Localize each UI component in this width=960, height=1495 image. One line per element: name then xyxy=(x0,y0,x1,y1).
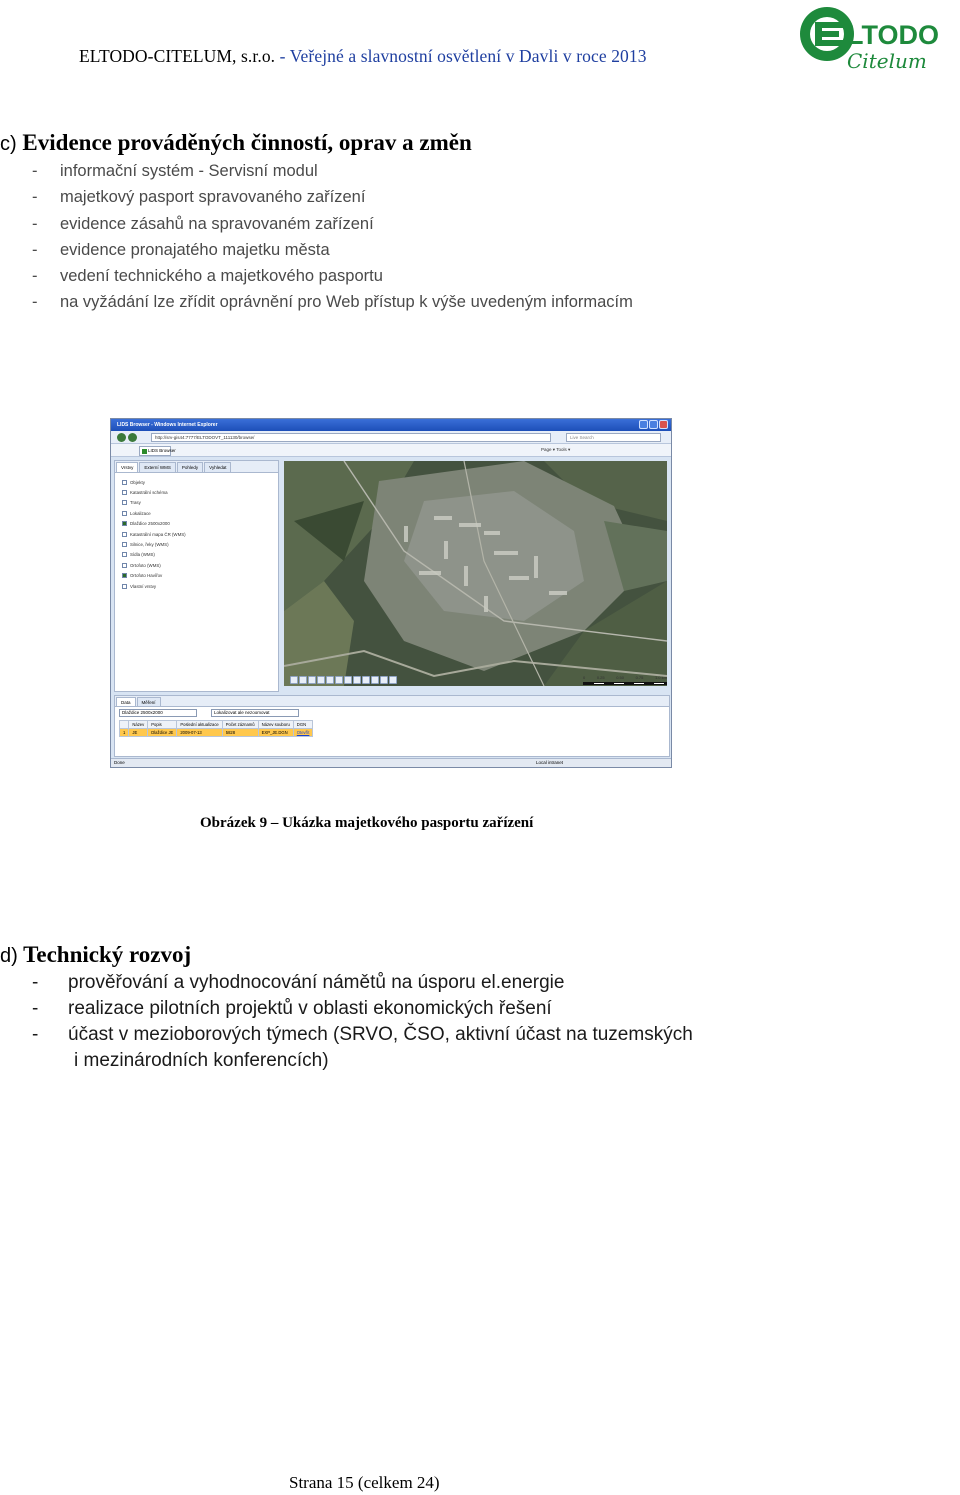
logo-wordmark: LTODO xyxy=(847,20,939,50)
layers-panel-tabs xyxy=(115,461,278,473)
localize-select[interactable]: Lokalizovat ale nezoomovat xyxy=(211,709,299,717)
layer-item[interactable] xyxy=(122,508,278,518)
layer-item[interactable] xyxy=(122,529,278,539)
layer-select[interactable]: Dlaždice 2500x2000 xyxy=(119,709,197,717)
layer-label: Lokalizace xyxy=(130,510,151,516)
layer-checkbox[interactable] xyxy=(122,584,127,589)
orthophoto-map[interactable] xyxy=(284,461,667,686)
layer-item[interactable] xyxy=(122,581,278,591)
eltodo-citelum-logo xyxy=(797,4,947,72)
tab-mereni[interactable]: Měření xyxy=(137,697,161,706)
header-company: ELTODO-CITELUM, s.r.o. xyxy=(79,46,276,66)
layer-item[interactable] xyxy=(122,487,278,497)
layer-checkbox[interactable] xyxy=(122,552,127,557)
back-icon[interactable] xyxy=(117,433,126,442)
window-title: LIDS Browser - Windows Internet Explorer xyxy=(117,422,218,428)
data-table xyxy=(119,720,313,737)
measure-icon[interactable] xyxy=(344,676,352,684)
layer-item[interactable] xyxy=(122,571,278,581)
section-c-heading xyxy=(0,130,472,156)
zoom-in-icon[interactable] xyxy=(308,676,316,684)
layer-checkbox[interactable] xyxy=(122,511,127,516)
list-item: - realizace pilotních projektů v oblasti ekonomických řešení xyxy=(32,998,552,1019)
layer-item[interactable] xyxy=(122,477,278,487)
tab-vrstvy[interactable]: Vrstvy xyxy=(116,462,138,472)
status-text: Done xyxy=(114,760,125,765)
tab-pohledy[interactable]: Pohledy xyxy=(177,462,203,472)
layer-item[interactable] xyxy=(122,519,278,529)
layer-checkbox[interactable] xyxy=(122,480,127,485)
edit-icon[interactable] xyxy=(380,676,388,684)
tab-vyhledat[interactable]: Vyhledat xyxy=(204,462,231,472)
url-input[interactable]: http://srv-gis44:7777/ELTODOVT_111130/browse/ xyxy=(151,433,551,442)
header-separator: - xyxy=(279,46,286,66)
forward-icon[interactable] xyxy=(128,433,137,442)
layers-panel xyxy=(114,460,279,692)
layer-item[interactable] xyxy=(122,560,278,570)
section-c-letter: c) xyxy=(0,133,17,155)
maximize-icon[interactable] xyxy=(649,420,658,429)
layer-item[interactable] xyxy=(122,498,278,508)
print-icon[interactable] xyxy=(362,676,370,684)
data-panel-tabs xyxy=(115,696,669,707)
browser-toolbar[interactable]: Page ▾ Tools ▾ xyxy=(541,447,571,452)
window-controls xyxy=(639,420,668,429)
browser-tabbar xyxy=(111,444,671,457)
layer-label: Trasy xyxy=(130,500,141,506)
layer-checkbox[interactable] xyxy=(122,573,127,578)
layer-checkbox[interactable] xyxy=(122,490,127,495)
browser-screenshot xyxy=(110,418,672,768)
map-toolbar xyxy=(284,675,424,687)
data-panel xyxy=(114,695,670,757)
section-d-list xyxy=(32,970,693,1074)
status-bar xyxy=(111,758,671,767)
refresh-icon[interactable] xyxy=(326,676,334,684)
list-item: - majetkový pasport spravovaného zařízení xyxy=(32,188,366,207)
header-subject: Veřejné a slavnostní osvětlení v Davli v roce 2013 xyxy=(289,46,647,66)
section-c-title: Evidence prováděných činností, oprav a změn xyxy=(22,130,472,155)
minimize-icon[interactable] xyxy=(639,420,648,429)
page-header xyxy=(79,46,647,67)
layer-checkbox[interactable] xyxy=(122,521,127,526)
open-link[interactable]: Otevřít xyxy=(293,729,313,737)
layer-label: Ortofoto (WMS) xyxy=(130,562,161,568)
section-d-letter: d) xyxy=(0,945,18,967)
table-header-row: Název Popis Poslední aktualizace Počet záznamů Název souboru DGN xyxy=(120,721,313,729)
tab-data[interactable]: Data xyxy=(116,697,136,706)
select-icon[interactable] xyxy=(335,676,343,684)
search-input[interactable]: Live Search xyxy=(566,433,661,442)
list-item: - prověřování a vyhodnocování námětů na úsporu el.energie xyxy=(32,972,565,993)
layer-label: Katastrální mapa ČR (WMS) xyxy=(130,531,186,537)
layer-item[interactable] xyxy=(122,539,278,549)
logo-subwordmark: Citelum xyxy=(847,49,927,72)
layer-label: Dlaždice 2500x2000 xyxy=(130,521,170,527)
list-item: - na vyžádání lze zřídit oprávnění pro Web přístup k výše uvedeným informacím xyxy=(32,293,633,312)
zone-text: Local intranet xyxy=(536,760,564,765)
address-bar xyxy=(111,431,671,444)
section-d-title: Technický rozvoj xyxy=(23,942,192,967)
layer-label: Silnice, řeky (WMS) xyxy=(130,542,169,548)
layer-list xyxy=(115,473,278,591)
close-icon[interactable] xyxy=(659,420,668,429)
pan-left-icon[interactable] xyxy=(290,676,298,684)
layer-checkbox[interactable] xyxy=(122,532,127,537)
list-item: - evidence pronajatého majetku města xyxy=(32,240,330,259)
browser-tab[interactable]: LIDS Browser xyxy=(139,446,171,456)
layer-label: Objekty xyxy=(130,479,145,485)
layer-label: Ortofoto Havířov xyxy=(130,573,163,579)
info-icon[interactable] xyxy=(353,676,361,684)
layer-label: Sídla (WMS) xyxy=(130,552,155,558)
list-item: - informační systém - Servisní modul xyxy=(32,162,318,180)
list-item: - vedení technického a majetkového pasportu xyxy=(32,267,383,286)
figure-caption: Obrázek 9 – Ukázka majetkového pasportu zařízení xyxy=(200,815,534,831)
layer-label: Vlastní vrstvy xyxy=(130,583,157,589)
layer-checkbox[interactable] xyxy=(122,542,127,547)
help-icon[interactable] xyxy=(389,676,397,684)
section-d-heading xyxy=(0,942,191,968)
layer-item[interactable] xyxy=(122,550,278,560)
tab-externi-wms[interactable]: Externí WMS xyxy=(139,462,176,472)
export-icon[interactable] xyxy=(371,676,379,684)
page-number: Strana 15 (celkem 24) xyxy=(289,1473,440,1492)
map-scale-bar: 0 0.25 0.50 0.75 1.0 km xyxy=(583,675,667,689)
zoom-out-icon[interactable] xyxy=(317,676,325,684)
data-filter xyxy=(115,707,669,719)
pan-right-icon[interactable] xyxy=(299,676,307,684)
window-titlebar xyxy=(111,419,671,431)
list-item: - evidence zásahů na spravovaném zařízení xyxy=(32,214,374,233)
list-item: - účast v mezioborových týmech (SRVO, ČSO, aktivní účast na tuzemských i mezinárodních konferencích) xyxy=(32,1024,693,1071)
layer-checkbox[interactable] xyxy=(122,500,127,505)
map-view[interactable] xyxy=(284,461,667,686)
layer-checkbox[interactable] xyxy=(122,563,127,568)
table-row[interactable]: 1 JE Dlaždice JE 2009-07-13 5828 EXP_JE.DGN Otevřít xyxy=(120,729,313,737)
section-c-list xyxy=(32,158,633,316)
layer-label: Katastrální schéma xyxy=(130,490,168,496)
